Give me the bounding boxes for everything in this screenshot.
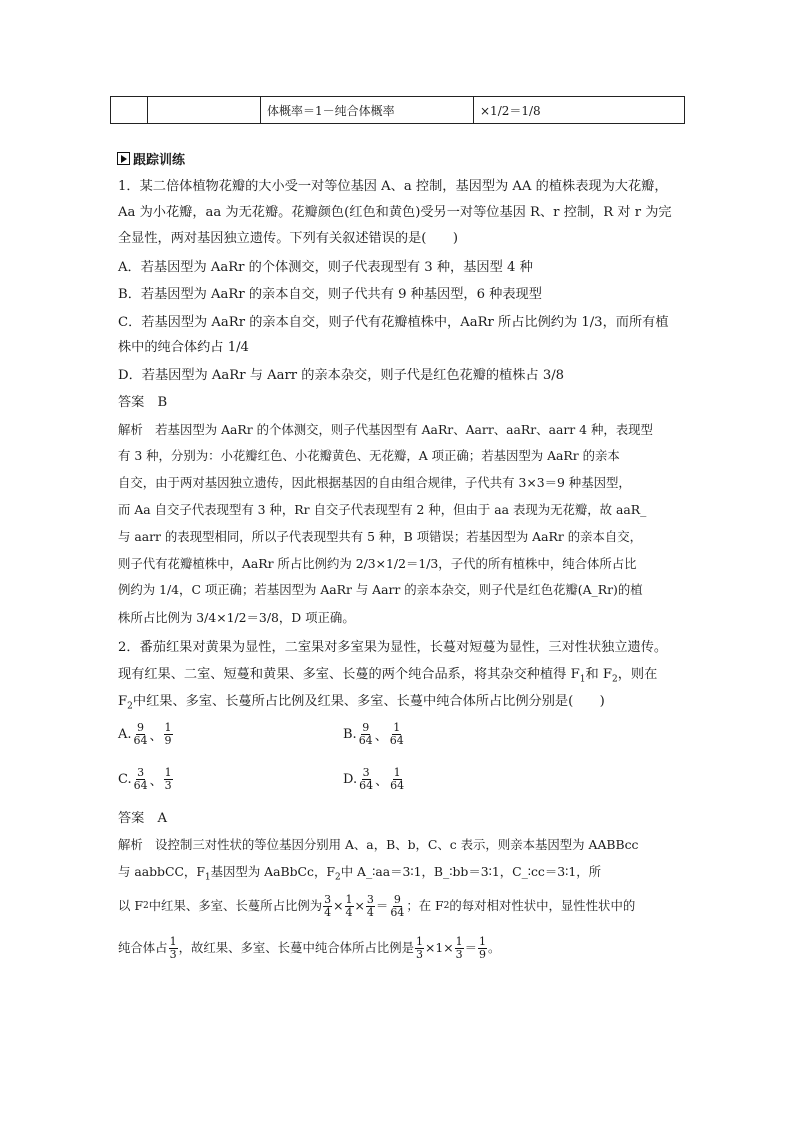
q1-analysis-line: 解析 若基因型为 AaRr 的个体测交，则子代基因型有 AaRr、Aarr、aaRr、aarr 4 种，表现型 (118, 422, 653, 437)
operator: × (354, 898, 365, 913)
q2-option-a (118, 722, 174, 747)
denominator: 3 (415, 947, 423, 961)
fraction (345, 894, 354, 919)
denominator: 64 (358, 734, 373, 747)
numerator: 9 (362, 721, 370, 734)
q1-analysis-line: 例约为 1/4，C 项正确；若基因型为 AaRr 与 Aarr 的亲本杂交，则子代是红色花瓣(A_Rr)的植 (118, 582, 643, 597)
play-triangle-icon (117, 152, 130, 165)
subscript: 2 (142, 901, 149, 911)
fraction (478, 936, 487, 961)
numerator: 1 (164, 766, 172, 779)
denominator: 3 (455, 947, 463, 961)
q2-stem-line (118, 665, 657, 690)
q1-analysis-line: 与 aarr 的表现型相同，所以子代表现型共有 5 种，B 项错误；若基因型为 AaRr 的亲本自交， (118, 529, 643, 544)
numerator: 1 (455, 934, 463, 948)
q1-analysis-line: 而 Aa 自交子代表现型有 3 种，Rr 自交子代表现型有 2 种，但由于 aa 表现为无花瓣，故 aaR_ (118, 502, 647, 517)
option-letter: B. (343, 727, 357, 742)
denominator: 9 (479, 947, 487, 961)
q2-stem-text: 现有红果、二室、短蔓和黄果、多室、长蔓的两个纯合品系，将其杂交种植得 F (118, 667, 580, 682)
analysis-text: ，故红果、多室、长蔓中纯合体所占比例是 (178, 940, 414, 955)
number: 1 (435, 940, 444, 955)
q1-answer: 答案 B (118, 395, 168, 410)
numerator: 1 (169, 934, 177, 948)
subscript: 2 (334, 872, 341, 883)
denominator: 4 (366, 905, 374, 919)
q2-stem-text: 和 F (585, 667, 612, 682)
denominator: 3 (164, 779, 172, 792)
q1-stem-line: Aa 为小花瓣，aa 为无花瓣。花瓣颜色(红色和黄色)受另一对等位基因 R、r 控制，R 对 r 为完 (118, 205, 672, 220)
q2-analysis-line (118, 862, 601, 887)
analysis-text: 中红果、多室、长蔓所占比例为 (148, 898, 323, 913)
option-letter: A. (118, 727, 132, 742)
q1-option-b: B．若基因型为 AaRr 的亲本自交，则子代共有 9 种基因型，6 种表现型 (118, 287, 542, 302)
operator: × (333, 898, 344, 913)
denominator: 64 (133, 734, 148, 747)
operator: × (424, 940, 436, 955)
table-cell: 体概率＝1－纯合体概率 (261, 97, 474, 124)
fraction (169, 936, 178, 961)
operator: × (443, 940, 454, 955)
fraction (323, 894, 332, 919)
numerator: 3 (324, 892, 332, 906)
fraction (389, 894, 405, 919)
table-cell (111, 97, 148, 124)
denominator: 9 (164, 734, 172, 747)
subscript: 2 (443, 901, 450, 911)
subscript: 1 (579, 674, 586, 685)
fraction (133, 722, 149, 747)
denominator: 64 (389, 734, 404, 747)
numerator: 3 (137, 766, 145, 779)
separator: 、 (149, 729, 163, 744)
q2-analysis-line (118, 891, 635, 921)
analysis-text: 中 A_∶aa＝3∶1，B_∶bb＝3∶1，C_∶cc＝3∶1，所 (340, 864, 602, 879)
section-heading (117, 149, 185, 168)
q1-stem-line: 1．某二倍体植物花瓣的大小受一对等位基因 A、a 控制，基因型为 AA 的植株表现为大花瓣， (118, 179, 668, 194)
analysis-text: 基因型为 AaBbCc，F (210, 864, 335, 879)
fraction (389, 722, 405, 747)
separator: 、 (375, 774, 389, 789)
q1-analysis-line: 株所占比例为 3/4×1/2＝3/8，D 项正确。 (118, 610, 355, 625)
separator: 、 (149, 774, 163, 789)
q2-stem-text: 中红果、多室、长蔓所占比例及红果、多室、长蔓中纯合体所占比例分别是( ) (132, 694, 605, 709)
fraction (389, 767, 405, 792)
q2-answer: 答案 A (118, 811, 168, 826)
q1-analysis-line: 自交，由于两对基因独立遗传，因此根据基因的自由组合规律，子代共有 3×3＝9 种基因型， (118, 475, 631, 490)
q2-stem-text: F (118, 694, 128, 709)
q1-option-c: C．若基因型为 AaRr 的亲本自交，则子代有花瓣植株中，AaRr 所占比例约为 1/3，而所有植 (118, 315, 669, 330)
separator: 、 (374, 729, 388, 744)
operator: ＝ (464, 940, 478, 955)
q2-stem-line (118, 692, 605, 717)
table-fragment (110, 96, 685, 124)
analysis-text: 的每对相对性状中，显性性状中的 (449, 898, 636, 913)
denominator: 4 (324, 905, 332, 919)
q2-stem-text: ，则在 (617, 667, 658, 682)
denominator: 3 (169, 947, 177, 961)
fraction (358, 767, 374, 792)
q2-analysis-line: 解析 设控制三对性状的等位基因分别用 A、a，B、b，C、c 表示，则亲本基因型为 AABBcc (118, 837, 639, 852)
q1-option-c-cont: 株中的纯合体约占 1/4 (118, 340, 249, 355)
fraction (133, 767, 149, 792)
q1-analysis-line: 则子代有花瓣植株中，AaRr 所占比例约为 2/3×1/2＝1/3，子代的所有植株中，纯合体所占比 (118, 556, 637, 571)
denominator: 64 (390, 905, 405, 919)
fraction (366, 894, 375, 919)
q2-analysis-line (118, 933, 500, 963)
operator: ＝ (375, 898, 389, 913)
numerator: 9 (137, 721, 145, 734)
denominator: 4 (345, 905, 353, 919)
q2-stem-line: 2．番茄红果对黄果为显性，二室果对多室果为显性，长蔓对短蔓为显性，三对性状独立遗传。 (118, 640, 668, 655)
table-row (111, 97, 685, 124)
fraction (164, 722, 173, 747)
analysis-text: ；在 F (406, 898, 444, 913)
fraction (455, 936, 464, 961)
numerator: 1 (345, 892, 353, 906)
subscript: 2 (611, 674, 618, 685)
denominator: 64 (390, 779, 405, 792)
numerator: 1 (393, 766, 401, 779)
option-letter: D. (343, 772, 358, 787)
table-cell: ×1/2＝1/8 (474, 97, 685, 124)
denominator: 64 (359, 779, 374, 792)
analysis-text: 与 aabbCC，F (118, 864, 205, 879)
q1-option-a: A．若基因型为 AaRr 的个体测交，则子代表现型有 3 种，基因型 4 种 (118, 260, 533, 275)
fraction (415, 936, 424, 961)
numerator: 1 (164, 721, 172, 734)
option-letter: C. (118, 772, 132, 787)
denominator: 64 (133, 779, 148, 792)
q1-option-d: D．若基因型为 AaRr 与 Aarr 的亲本杂交，则子代是红色花瓣的植株占 3/8 (118, 368, 565, 383)
numerator: 1 (415, 934, 423, 948)
numerator: 3 (366, 892, 374, 906)
numerator: 3 (362, 766, 370, 779)
fraction (164, 767, 173, 792)
q2-option-c (118, 767, 174, 792)
analysis-text: 以 F (118, 898, 143, 913)
q2-option-b (343, 722, 406, 747)
numerator: 1 (393, 721, 401, 734)
q2-option-d (343, 767, 406, 792)
table-cell (148, 97, 261, 124)
section-heading-text: 跟踪训练 (133, 153, 186, 168)
subscript: 2 (127, 701, 133, 712)
numerator: 1 (479, 934, 487, 948)
analysis-text: 。 (488, 940, 501, 955)
q1-analysis-line: 有 3 种，分别为：小花瓣红色、小花瓣黄色、无花瓣，A 项正确；若基因型为 AaRr 的亲本 (118, 448, 620, 463)
numerator: 9 (393, 892, 401, 906)
fraction (358, 722, 374, 747)
analysis-text: 纯合体占 (118, 940, 168, 955)
q1-stem-line: 全显性，两对基因独立遗传。下列有关叙述错误的是( ) (118, 231, 458, 246)
subscript: 1 (204, 872, 211, 883)
